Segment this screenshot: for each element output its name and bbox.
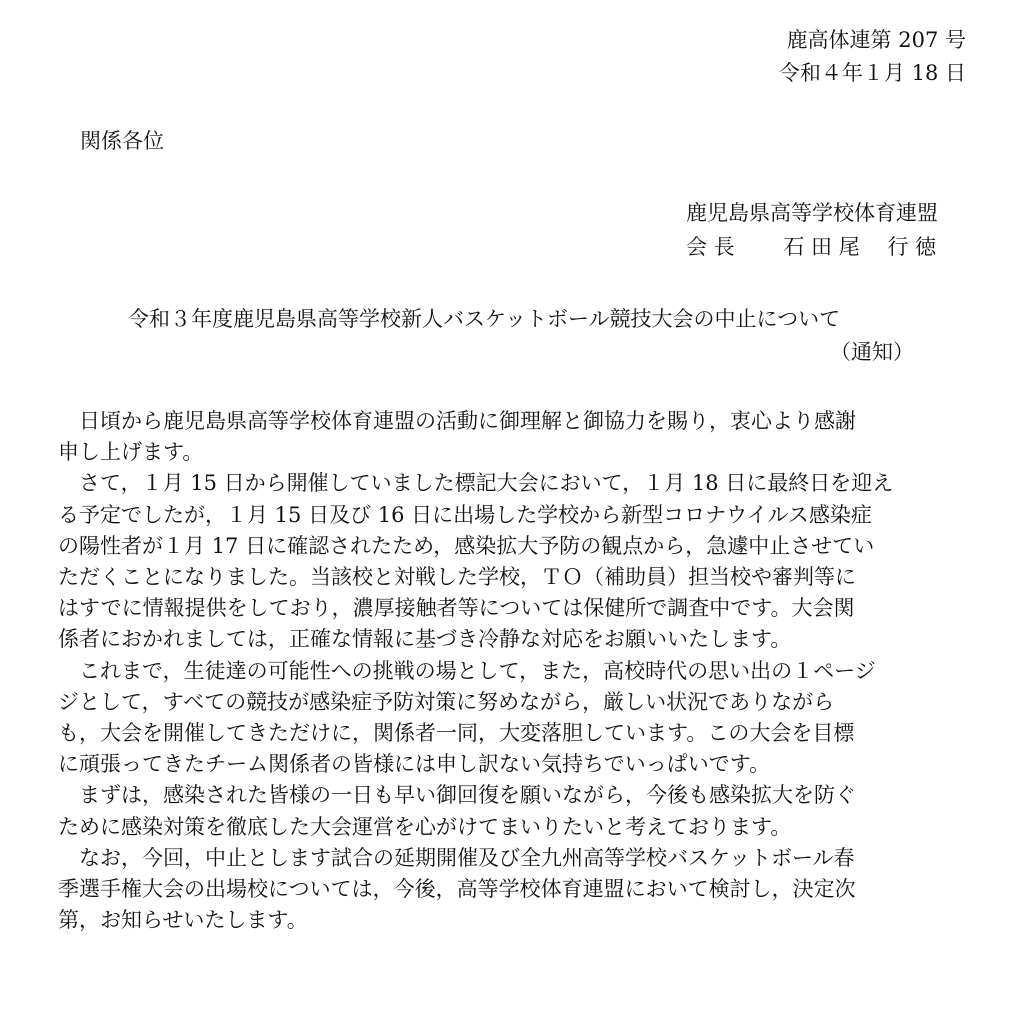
notice-subtitle: （通知） [830, 340, 914, 364]
paragraph-3 [58, 656, 963, 687]
body-line: さて，１月 15 日から開催していました標記大会において，１月 18 日に最終日を迎え [79, 471, 894, 496]
paragraph-1 [58, 406, 963, 437]
body-line: これまで，生徒達の可能性への挑戦の場として，また，高校時代の思い出の１ページ [79, 658, 876, 683]
body-line: ジとして，すべての競技が感染症予防対策に努めながら，厳しい状況でありながら [58, 689, 835, 714]
body-line: 第，お知らせいたします。 [58, 908, 308, 933]
document-date: 令和４年１月 18 日 [778, 61, 966, 85]
issuer-title-name: 会 長 石 田 尾 行 徳 [686, 235, 937, 259]
notice-body [58, 406, 963, 936]
body-line: る予定でしたが，１月 15 日及び 16 日に出場した学校から新型コロナウイルス感染症 [58, 502, 872, 527]
body-line: 係者におかれましては，正確な情報に基づき冷静な対応をお願いいたします。 [58, 627, 792, 652]
body-line: なお，今回，中止とします試合の延期開催及び全九州高等学校バスケットボール春 [79, 845, 855, 870]
body-line: に頑張ってきたチーム関係者の皆様には申し訳ない気持ちでいっぱいです。 [58, 752, 771, 777]
paragraph-4 [58, 780, 963, 811]
paragraph-2 [58, 468, 963, 499]
body-line: 季選手権大会の出場校については，今後，高等学校体育連盟において検討し，決定次 [58, 877, 856, 902]
addressee: 関係各位 [80, 129, 164, 153]
body-line: 日頃から鹿児島県高等学校体育連盟の活動に御理解と御協力を賜り，衷心より感謝 [79, 409, 856, 433]
body-line: はすでに情報提供をしており，濃厚接触者等については保健所で調査中です。大会関 [58, 596, 855, 621]
body-line: も，大会を開催してきただけに，関係者一同，大変落胆しています。この大会を目標 [58, 721, 855, 746]
body-line: まずは，感染された皆様の一日も早い御回復を願いながら，今後も感染拡大を防ぐ [79, 783, 856, 808]
body-line: ただくことになりました。当該校と対戦した学校，ＴＯ（補助員）担当校や審判等に [58, 565, 856, 590]
document-number: 鹿高体連第 207 号 [786, 28, 966, 52]
body-line: の陽性者が１月 17 日に確認されたため，感染拡大予防の観点から，急遽中止させてい [58, 533, 875, 558]
body-line: 申し上げます。 [58, 440, 204, 465]
body-line: ために感染対策を徹底した大会運営を心がけてまいりたいと考えております。 [58, 814, 792, 839]
issuer-organization: 鹿児島県高等学校体育連盟 [686, 201, 938, 225]
paragraph-5 [58, 843, 963, 874]
notice-title: 令和３年度鹿児島県高等学校新人バスケットボール競技大会の中止について [128, 307, 841, 331]
